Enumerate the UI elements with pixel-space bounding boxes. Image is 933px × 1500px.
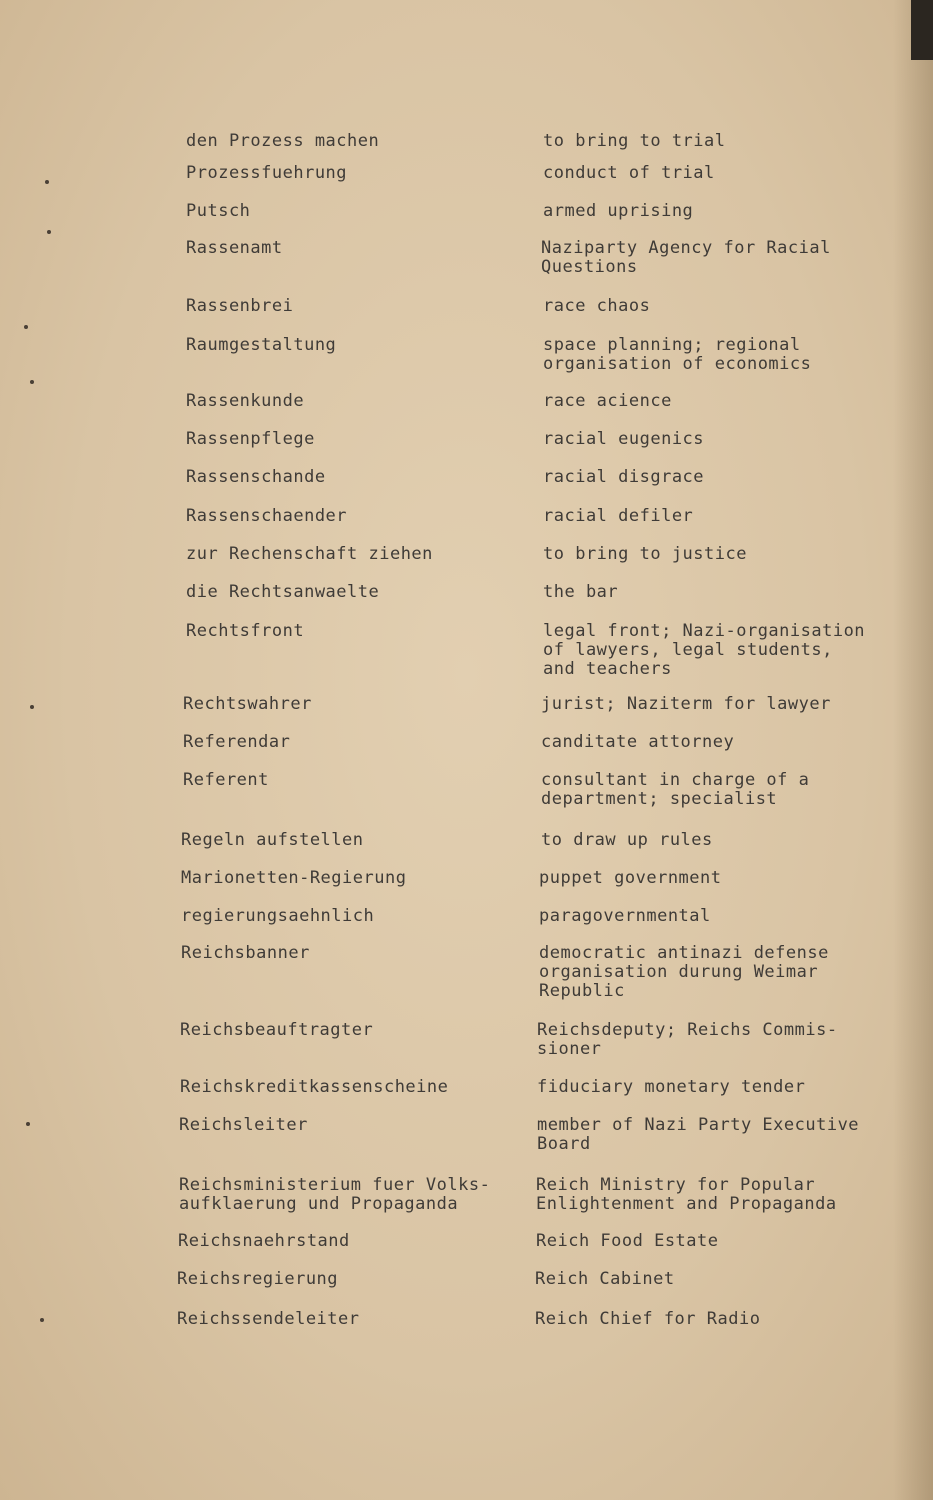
english-translation: conduct of trial xyxy=(543,163,715,183)
german-term: den Prozess machen xyxy=(186,131,380,151)
german-term: Marionetten-Regierung xyxy=(181,868,407,888)
english-translation: race chaos xyxy=(543,296,651,316)
german-term: Rechtswahrer xyxy=(183,694,312,714)
english-translation: member of Nazi Party Executive Board xyxy=(537,1115,860,1154)
english-translation: racial disgrace xyxy=(543,467,705,487)
german-term: Reichsbanner xyxy=(181,943,310,963)
paper-speck xyxy=(40,1318,44,1322)
english-translation: Reich Cabinet xyxy=(535,1269,675,1289)
german-term: Rassenpflege xyxy=(186,429,315,449)
english-translation: Reich Chief for Radio xyxy=(535,1309,761,1329)
german-term: Rassenbrei xyxy=(186,296,294,316)
german-term: Regeln aufstellen xyxy=(181,830,364,850)
german-term: Reichsbeauftragter xyxy=(180,1020,374,1040)
german-term: Rechtsfront xyxy=(186,621,305,641)
english-translation: puppet government xyxy=(539,868,722,888)
english-translation: the bar xyxy=(543,582,619,602)
english-translation: Reichsdeputy; Reichs Commis- sioner xyxy=(537,1020,838,1059)
english-translation: Reich Food Estate xyxy=(536,1231,719,1251)
torn-corner xyxy=(911,0,933,60)
german-term: regierungsaehnlich xyxy=(181,906,375,926)
german-term: Rassenkunde xyxy=(186,391,305,411)
english-translation: consultant in charge of a department; specialist xyxy=(541,770,810,809)
german-term: Referent xyxy=(183,770,269,790)
paper-speck xyxy=(26,1122,30,1126)
english-translation: Reich Ministry for Popular Enlightenment and Propaganda xyxy=(536,1175,837,1214)
english-translation: to bring to trial xyxy=(543,131,726,151)
english-translation: democratic antinazi defense organisation durung Weimar Republic xyxy=(539,943,829,1001)
german-term: Referendar xyxy=(183,732,291,752)
paper-speck xyxy=(30,705,34,709)
german-term: Reichsregierung xyxy=(177,1269,339,1289)
english-translation: jurist; Naziterm for lawyer xyxy=(541,694,831,714)
paper-speck xyxy=(24,325,28,329)
paper-speck xyxy=(30,380,34,384)
english-translation: race acience xyxy=(543,391,672,411)
english-translation: racial defiler xyxy=(543,506,694,526)
english-translation: to bring to justice xyxy=(543,544,747,564)
english-translation: fiduciary monetary tender xyxy=(537,1077,806,1097)
german-term: die Rechtsanwaelte xyxy=(186,582,380,602)
german-term: zur Rechenschaft ziehen xyxy=(186,544,433,564)
english-translation: space planning; regional organisation of economics xyxy=(543,335,812,374)
paper-speck xyxy=(45,180,49,184)
english-translation: canditate attorney xyxy=(541,732,735,752)
english-translation: armed uprising xyxy=(543,201,694,221)
german-term: Rassenschande xyxy=(186,467,326,487)
english-translation: Naziparty Agency for Racial Questions xyxy=(541,238,831,277)
german-term: Rassenschaender xyxy=(186,506,348,526)
german-term: Rassenamt xyxy=(186,238,283,258)
english-translation: legal front; Nazi-organisation of lawyers, legal students, and teachers xyxy=(543,621,866,679)
german-term: Reichssendeleiter xyxy=(177,1309,360,1329)
german-term: Reichsnaehrstand xyxy=(178,1231,350,1251)
english-translation: paragovernmental xyxy=(539,906,711,926)
english-translation: racial eugenics xyxy=(543,429,705,449)
english-translation: to draw up rules xyxy=(541,830,713,850)
german-term: Putsch xyxy=(186,201,251,221)
german-term: Prozessfuehrung xyxy=(186,163,348,183)
german-term: Raumgestaltung xyxy=(186,335,337,355)
german-term: Reichsleiter xyxy=(179,1115,308,1135)
german-term: Reichskreditkassenscheine xyxy=(180,1077,449,1097)
german-term: Reichsministerium fuer Volks- aufklaerung und Propaganda xyxy=(179,1175,491,1214)
paper-speck xyxy=(47,230,51,234)
